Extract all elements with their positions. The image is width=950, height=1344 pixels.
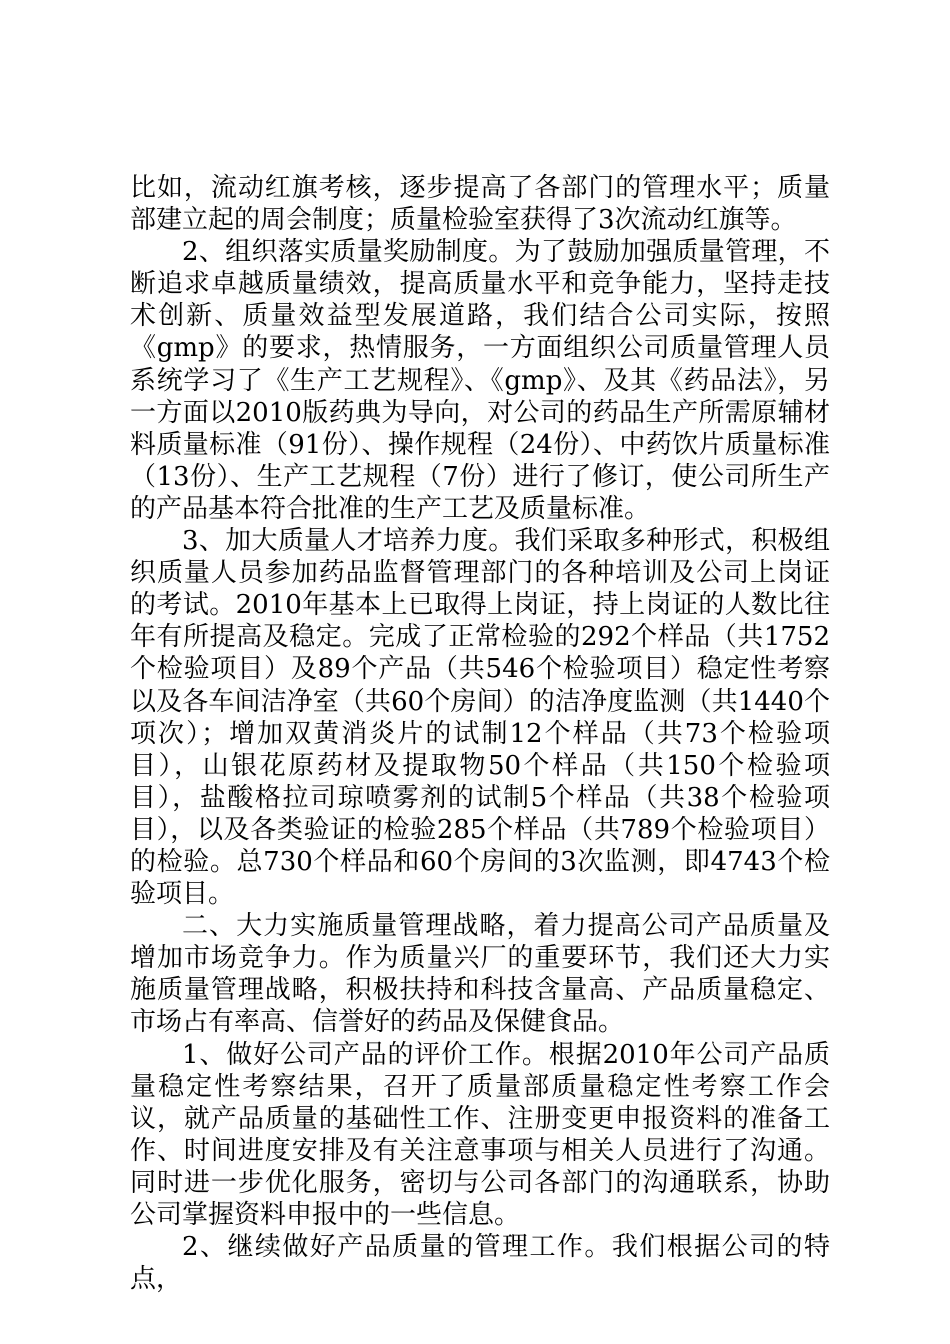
paragraph-product-evaluation: 1、做好公司产品的评价工作。根据2010年公司产品质量稳定性考察结果，召开了质量部质量稳定性考察工作会议，就产品质量的基础性工作、注册变更申报资料的准备工作、时间进度安排及有关注意事项与相关人员进行了沟通。同时进一步优化服务，密切与公司各部门的沟通联系，协助公司掌握资料申报中的一些信息。 xyxy=(130,1039,830,1230)
document-page xyxy=(130,172,830,1295)
paragraph-quality-strategy: 二、大力实施质量管理战略，着力提高公司产品质量及增加市场竞争力。作为质量兴厂的重要环节，我们还大力实施质量管理战略，积极扶持和科技含量高、产品质量稳定、市场占有率高、信誉好的药品及保健食品。 xyxy=(130,911,830,1038)
paragraph-continuation: 比如，流动红旗考核，逐步提高了各部门的管理水平；质量部建立起的周会制度；质量检验室获得了3次流动红旗等。 xyxy=(130,173,830,236)
paragraph-quality-reward: 2、组织落实质量奖励制度。为了鼓励加强质量管理，不断追求卓越质量绩效，提高质量水平和竞争能力，坚持走技术创新、质量效益型发展道路，我们结合公司实际，按照《gmp》的要求，热情服务，一方面组织公司质量管理人员系统学习了《生产工艺规程》、《gmp》、及其《药品法》，另一方面以2010版药典为导向，对公司的药品生产所需原辅材料质量标准（91份）、操作规程（24份）、中药饮片质量标准（13份）、生产工艺规程（7份）进行了修订，使公司所生产的产品基本符合批准的生产工艺及质量标准。 xyxy=(130,237,830,524)
paragraph-quality-management: 2、继续做好产品质量的管理工作。我们根据公司的特点， xyxy=(130,1232,830,1295)
paragraph-talent-training: 3、加大质量人才培养力度。我们采取多种形式，积极组织质量人员参加药品监督管理部门的各种培训及公司上岗证的考试。2010年基本上已取得上岗证，持上岗证的人数比往年有所提高及稳定。完成了正常检验的292个样品（共1752个检验项目）及89个产品（共546个检验项目）稳定性考察以及各车间洁净室（共60个房间）的洁净度监测（共1440个项次）；增加双黄消炎片的试制12个样品（共73个检验项目），山银花原药材及提取物50个样品（共150个检验项目），盐酸格拉司琼喷雾剂的试制5个样品（共38个检验项目），以及各类验证的检验285个样品（共789个检验项目）的检验。总730个样品和60个房间的3次监测，即4743个检验项目。 xyxy=(130,526,830,910)
